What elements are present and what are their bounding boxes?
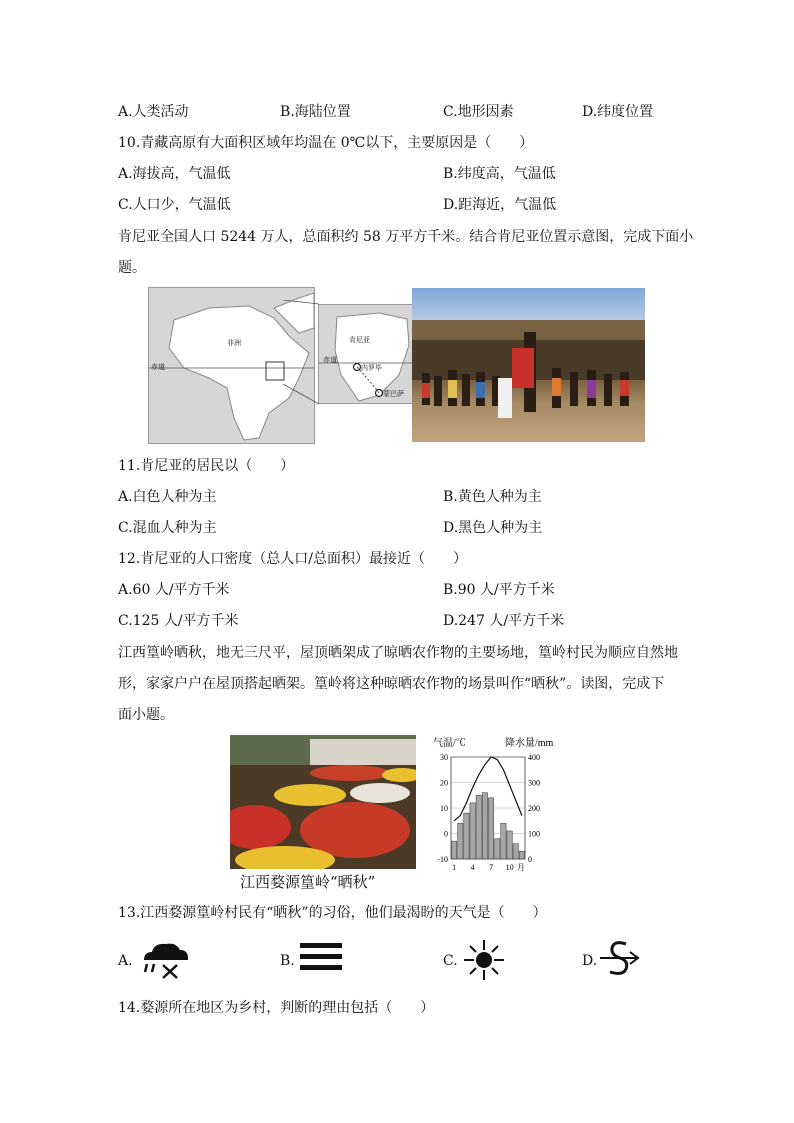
q10-stem: 10.青藏高原有大面积区域年均温在 0℃以下，主要原因是（ ） <box>118 135 534 151</box>
chart-left-tick: 0 <box>444 829 448 839</box>
chart-left-tick: -10 <box>437 855 448 864</box>
map-label-africa: 非洲 <box>227 339 241 347</box>
q11-option-d: D.黑色人种为主 <box>443 520 543 536</box>
precipitation-bar <box>507 831 512 859</box>
q10-option-d: D.距海近，气温低 <box>443 197 557 213</box>
climate-chart <box>425 735 565 875</box>
kenya-inset-map <box>318 304 413 404</box>
q12-option-b: B.90 人/平方千米 <box>443 582 555 598</box>
q9-option-b: B.海陆位置 <box>280 104 351 120</box>
precipitation-bar <box>488 798 493 859</box>
huangling-intro-line-2: 形，家家户户在屋顶搭起晒架。篁岭将这种晾晒农作物的场景叫作“晒秋”。读图，完成下 <box>118 676 665 692</box>
precipitation-bar <box>470 803 475 859</box>
q12-stem: 12.肯尼亚的人口密度（总人口/总面积）最接近（ ） <box>118 551 467 567</box>
chart-left-tick: 10 <box>440 804 448 813</box>
chart-x-tick: 4 <box>470 863 475 872</box>
q10-option-a: A.海拔高，气温低 <box>118 166 231 182</box>
map-label-kenya: 肯尼亚 <box>349 336 370 344</box>
precipitation-bar <box>501 823 506 859</box>
q9-option-a: A.人类活动 <box>118 104 189 120</box>
precipitation-bar <box>464 813 469 859</box>
q11-option-b: B.黄色人种为主 <box>443 489 542 505</box>
q12-option-d: D.247 人/平方千米 <box>443 613 565 629</box>
sunny-icon <box>462 938 506 982</box>
map-connector-lines <box>283 300 323 410</box>
kenya-intro-line-1: 肯尼亚全国人口 5244 万人，总面积约 58 万平方千米。结合肯尼亚位置示意图，完成下面小 <box>118 229 694 245</box>
precipitation-bar <box>519 851 524 859</box>
sandstorm-icon <box>598 936 642 980</box>
chart-x-tick: 月 <box>517 863 525 872</box>
q9-option-d: D.纬度位置 <box>582 104 654 120</box>
precipitation-bar <box>495 839 500 859</box>
huangling-photo <box>230 735 416 869</box>
hail-icon <box>140 938 192 980</box>
q11-option-c: C.混血人种为主 <box>118 520 217 536</box>
precipitation-bar <box>482 793 487 859</box>
q14-stem: 14.婺源所在地区为乡村，判断的理由包括（ ） <box>118 1000 435 1016</box>
map-label-nairobi: 内罗毕 <box>361 364 382 372</box>
precipitation-bar <box>458 823 463 859</box>
precipitation-bar <box>476 795 481 859</box>
kenya-intro-line-2: 题。 <box>118 260 146 276</box>
q13-label-b: B. <box>280 953 295 969</box>
q13-label-a: A. <box>118 953 133 969</box>
q12-option-a: A.60 人/平方千米 <box>118 582 230 598</box>
temperature-line <box>454 757 522 821</box>
map-label-equator-inset: 赤道 <box>323 356 337 364</box>
chart-right-tick: 100 <box>528 829 540 839</box>
chart-right-tick: 0 <box>528 855 532 864</box>
q13-label-d: D. <box>582 953 598 969</box>
chart-x-tick: 10 <box>505 863 514 872</box>
q12-option-c: C.125 人/平方千米 <box>118 613 239 629</box>
chart-x-tick: 7 <box>489 863 494 872</box>
precipitation-bar <box>513 844 518 859</box>
chart-left-tick: 30 <box>440 753 448 762</box>
chart-right-tick: 200 <box>528 804 540 813</box>
kenya-people-photo <box>412 288 645 442</box>
q11-option-a: A.白色人种为主 <box>118 489 217 505</box>
haze-icon <box>298 940 346 974</box>
chart-left-tick: 20 <box>440 778 448 788</box>
q13-label-c: C. <box>443 953 458 969</box>
q11-stem: 11.肯尼亚的居民以（ ） <box>118 458 295 474</box>
huangling-intro-line-3: 面小题。 <box>118 707 174 723</box>
huangling-intro-line-1: 江西篁岭晒秋，地无三尺平，屋顶晒架成了晾晒农作物的主要场地，篁岭村民为顺应自然地 <box>118 645 678 661</box>
q9-option-c: C.地形因素 <box>443 104 514 120</box>
q13-stem: 13.江西婺源篁岭村民有“晒秋”的习俗，他们最渴盼的天气是（ ） <box>118 905 547 921</box>
chart-ylabel-left: 气温/℃ <box>433 738 466 749</box>
precipitation-bar <box>451 841 456 859</box>
chart-x-tick: 1 <box>452 863 457 872</box>
q10-option-b: B.纬度高，气温低 <box>443 166 556 182</box>
q10-option-c: C.人口少，气温低 <box>118 197 231 213</box>
map-label-equator: 赤道 <box>151 363 165 371</box>
chart-right-tick: 300 <box>528 778 540 788</box>
chart-ylabel-right: 降水量/mm <box>505 738 554 749</box>
map-label-mombasa: 蒙巴萨 <box>383 390 404 398</box>
photo-caption: 江西婺源篁岭“晒秋” <box>240 873 376 891</box>
chart-right-tick: 400 <box>528 753 540 762</box>
